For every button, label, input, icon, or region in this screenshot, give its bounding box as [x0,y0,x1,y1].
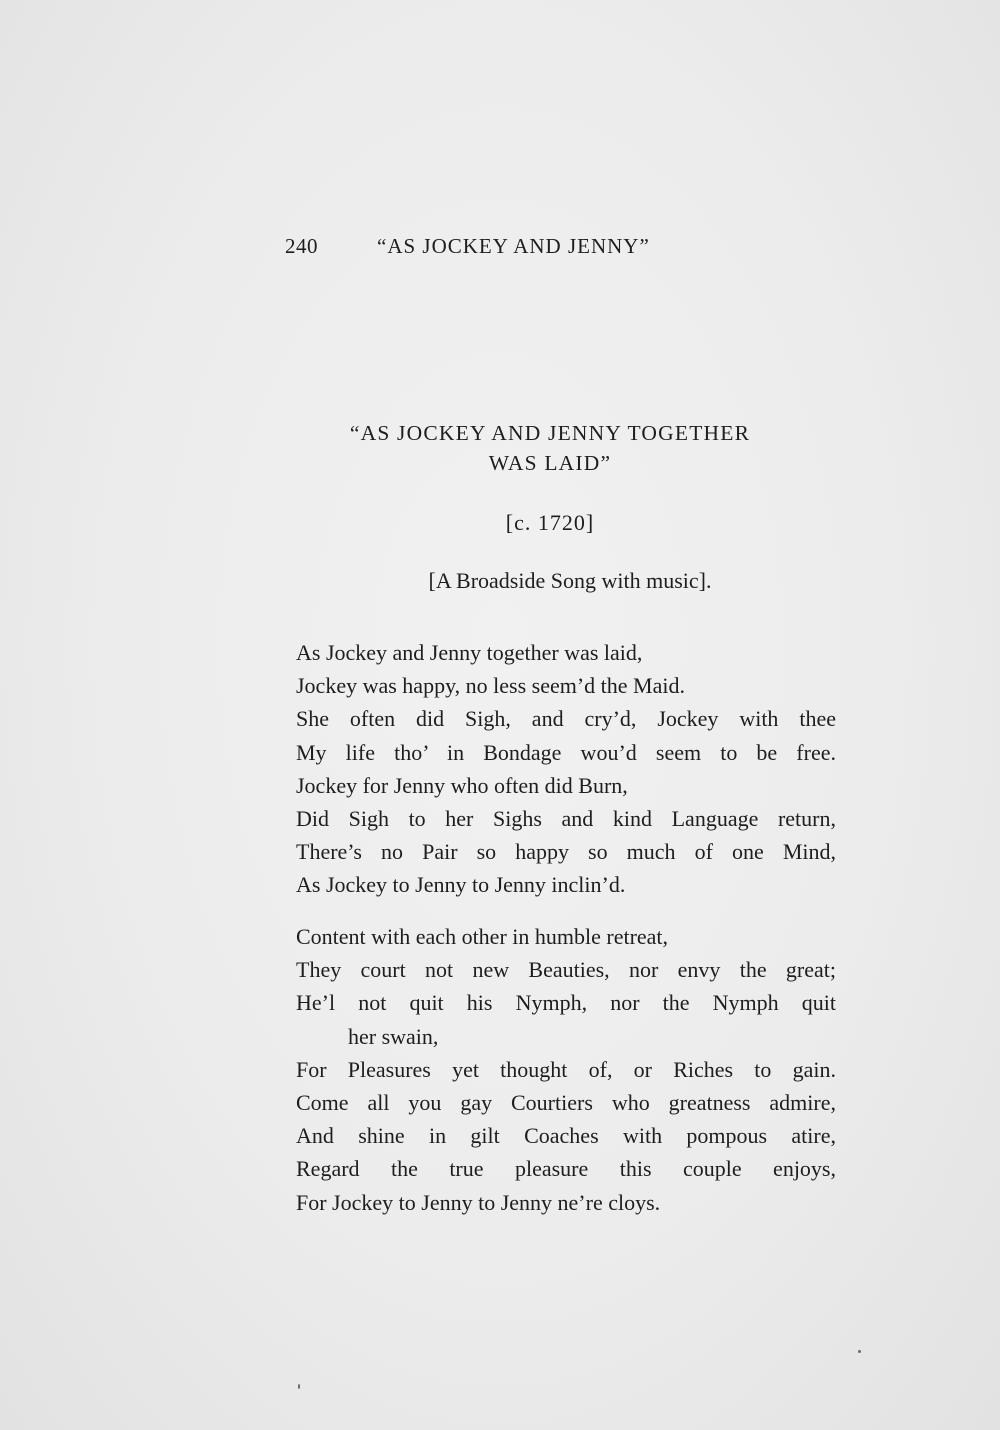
running-head [285,234,650,259]
verse-line: There’s no Pair so happy so much of one Mind, [296,839,836,865]
verse-line: Did Sigh to her Sighs and kind Language return, [296,806,836,832]
stanza-1 [296,636,836,902]
poem-title-line-2: WAS LAID” [488,451,612,475]
verse-line: For Jockey to Jenny to Jenny ne’re cloys. [296,1189,661,1215]
poem-date: [c. 1720] [505,510,595,535]
stanza-2 [296,920,836,1219]
verse-line: Content with each other in humble retreat, [296,924,669,949]
verse-line: For Pleasures yet thought of, or Riches to gain. [296,1056,836,1082]
paper-speck [298,1384,300,1389]
poem-title-line-1: “AS JOCKEY AND JENNY TOGETHER [349,421,751,445]
verse-line: Jockey for Jenny who often did Burn, [296,772,628,798]
poem-subtitle: [A Broadside Song with music]. [428,568,712,593]
poem-title [280,418,820,478]
page-number: 240 [285,234,318,258]
verse-line: He’l not quit his Nymph, nor the Nymph quit [296,990,836,1016]
verse-line: As Jockey and Jenny together was laid, [296,640,643,665]
paper-speck [858,1350,861,1353]
verse-line: Come all you gay Courtiers who greatness admire, [296,1090,836,1116]
verse-line: As Jockey to Jenny to Jenny inclin’d. [296,872,626,898]
verse-line: They court not new Beauties, nor envy the great; [296,957,836,983]
verse-line: She often did Sigh, and cry’d, Jockey with thee [296,706,836,732]
verse-line: My life tho’ in Bondage wou’d seem to be free. [296,739,836,765]
verse-line: And shine in gilt Coaches with pompous atire, [296,1123,836,1149]
verse-line: Jockey was happy, no less seem’d the Maid. [296,673,685,699]
verse-line: her swain, [348,1023,439,1049]
verse-line: Regard the true pleasure this couple enjoys, [296,1156,836,1182]
running-head-title: “AS JOCKEY AND JENNY” [377,234,650,258]
